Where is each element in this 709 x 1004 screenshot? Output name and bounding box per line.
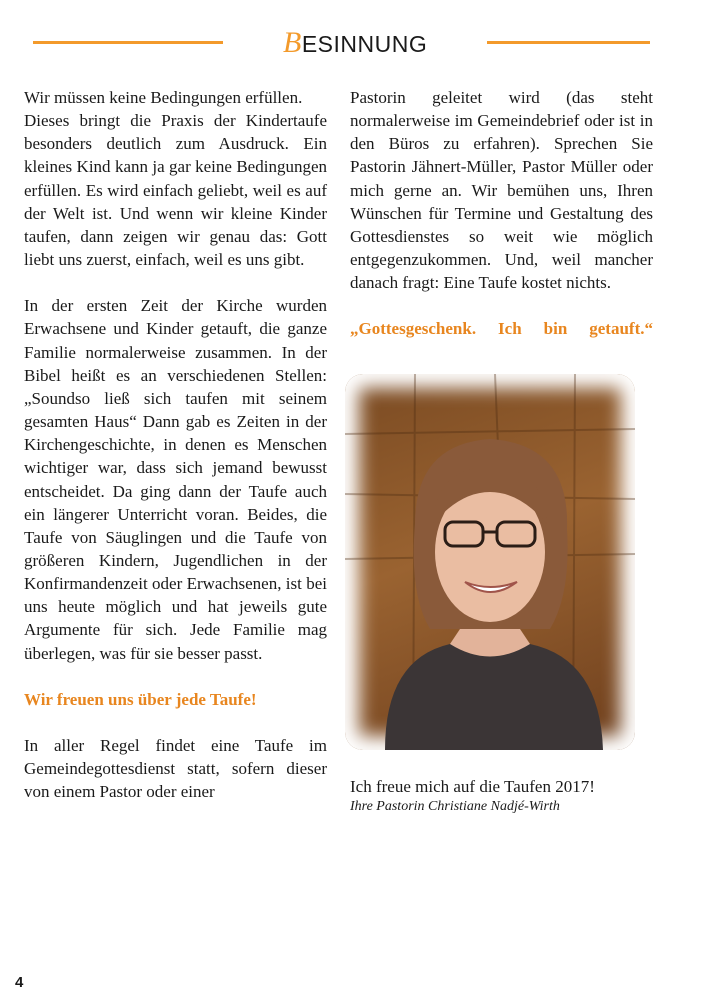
- paragraph-service: In aller Regel findet eine Taufe im Gemeindegottesdienst statt, sofern dieser von einem Pastor oder einer: [24, 735, 327, 802]
- portrait-illustration: [345, 374, 635, 750]
- paragraph-church-history: In der ersten Zeit der Kirche wurden Erwachsene und Kinder getauft, die ganze Familie normalerweise zusammen. In der Bibel heißt es an verschiedenen Stellen: „Soundso ließ sich taufen mit seinem gesamten Haus“ Dann gab es Zeiten in der Kirchengeschichte, in denen es Menschen wichtiger war, dass sich jemand bewusst entscheidet. Da ging dann der Taufe auch ein längerer Unterricht voran. Beides, die Taufe von Säuglingen und die Taufe von größeren Kindern, Jugendlichen in der Konfirmandenzeit oder Erwachsenen, ist bei uns heute möglich und hat jeweils gute Argumente für sich. Jede Familie mag überlegen, was für sie besser passt.: [24, 296, 327, 663]
- section-title-rest: ESINNUNG: [301, 31, 428, 57]
- header-rule-left: [33, 41, 223, 44]
- section-title-initial: B: [283, 26, 302, 59]
- header-rule-right: [487, 41, 650, 44]
- page-number: 4: [15, 974, 24, 991]
- subheading-baptism-joy: Wir freuen uns über jede Taufe!: [24, 689, 257, 709]
- right-column: [350, 86, 653, 816]
- signature: Ihre Pastorin Christiane Nadjé-Wirth: [350, 798, 560, 814]
- left-column: [24, 86, 327, 803]
- paragraph-contact: Pastorin geleitet wird (das steht normalerweise im Gemeindebrief oder ist in den Büros zu erfahren). Sprechen Sie Pastorin Jähnert-Müller, Pastor Müller oder mich gerne an. Wir bemühen uns, Ihren Wünschen für Termine und Gestaltung des Gottesdienstes so weit wie möglich entgegenzukommen. Und, weil mancher danach fragt: Eine Taufe kostet nichts.: [350, 88, 653, 293]
- paragraph-conditions: Wir müssen keine Bedingungen erfüllen.: [24, 88, 303, 107]
- quote-heading: „Gottesgeschenk. Ich bin getauft.“: [350, 319, 653, 339]
- pastor-portrait-photo: [345, 374, 635, 750]
- paragraph-infant-baptism: Dieses bringt die Praxis der Kindertaufe besonders deutlich zum Ausdruck. Ein kleines Kind kann ja gar keine Bedingungen erfüllen. Es wird einfach geliebt, weil es auf der Welt ist. Und wenn wir kleine Kinder taufen, dann zeigen wir genau das: Gott liebt uns zuerst, einfach, weil es uns gibt.: [24, 111, 327, 270]
- photo-caption: Ich freue mich auf die Taufen 2017!: [350, 776, 595, 796]
- section-title: [283, 26, 427, 60]
